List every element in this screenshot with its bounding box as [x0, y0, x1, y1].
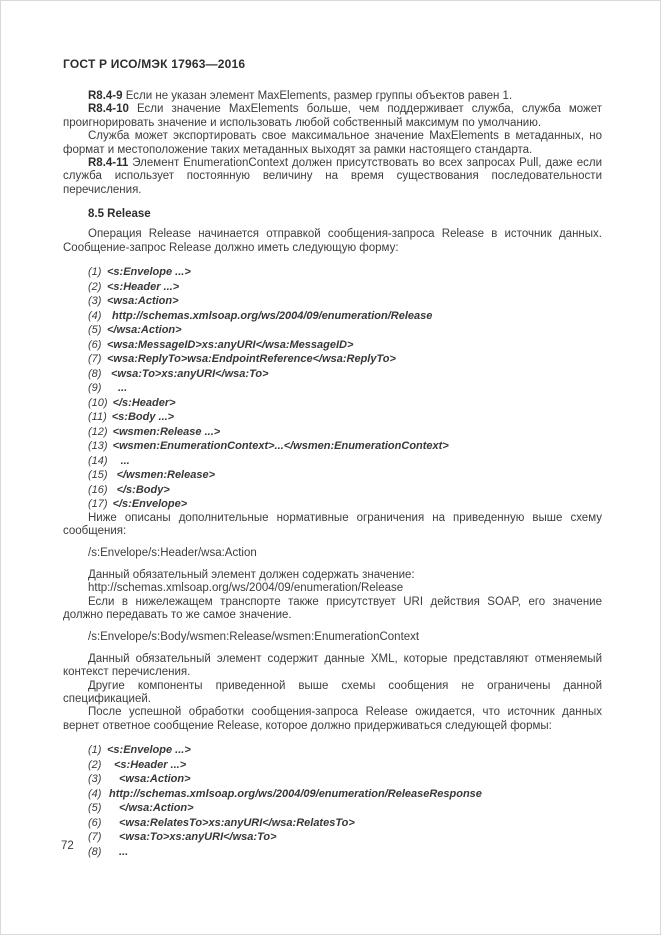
- code-line-text: </wsmen:Release>: [116, 469, 216, 482]
- code-line-number: (17): [88, 498, 108, 511]
- paragraph-other-components: Другие компоненты приведенной выше схемы сообщения не ограничены данной спецификацией.: [63, 679, 602, 706]
- code-line-text: <s:Header ...>: [114, 758, 187, 771]
- code-line-number: (10): [88, 396, 108, 409]
- code-line-text: ...: [118, 382, 128, 395]
- paragraph-constraints: Ниже описаны дополнительные нормативные ограничения на приведенную выше схему сообщения:: [63, 511, 602, 537]
- code-line-number: (15): [88, 469, 108, 482]
- code-line: [88, 816, 602, 831]
- code-line: [88, 265, 602, 280]
- rule-number: R8.4-10: [88, 103, 129, 116]
- code-line-number: (3): [88, 295, 102, 308]
- code-line-text: <wsa:To>xs:anyURI</wsa:To>: [111, 367, 269, 380]
- code-line: [88, 410, 602, 425]
- code-line-text: </s:Envelope>: [112, 498, 188, 511]
- paragraph-service-export: Служба может экспортировать свое максимальное значение MaxElements в метаданных, но формат и местоположение таких метаданных выходят за рамки настоящего стандарта.: [63, 130, 602, 156]
- code-line-number: (13): [88, 440, 108, 453]
- paragraph-text: Если не указан элемент MaxElements, размер группы объектов равен 1.: [125, 90, 513, 102]
- paragraph-r8-4-9: [63, 90, 602, 103]
- code-line-text: <wsmen:Release ...>: [112, 425, 221, 438]
- code-line: [88, 367, 602, 382]
- paragraph-text: Элемент EnumerationContext должен присутствовать во всех запросах Pull, даже если служба использует постоянную величину на время существования последовательности перечисления.: [63, 157, 602, 196]
- code-line-number: (7): [88, 831, 102, 844]
- code-line-number: (5): [88, 802, 102, 815]
- code-line-text: <wsa:To>xs:anyURI</wsa:To>: [119, 831, 277, 844]
- code-line-number: (11): [88, 411, 107, 424]
- code-line-number: (5): [88, 324, 102, 337]
- code-line: [88, 338, 602, 353]
- code-line: [88, 294, 602, 309]
- code-line-text: <s:Envelope ...>: [107, 744, 191, 757]
- xpath-action: /s:Envelope/s:Header/wsa:Action: [88, 547, 257, 560]
- code-line-text: ...: [120, 454, 130, 467]
- code-line-text: ...: [119, 845, 129, 858]
- paragraph-after-processing: После успешной обработки сообщения-запроса Release ожидается, что источник данных вернет ответное сообщение Release, которое должно придерживаться следующей формы:: [63, 706, 602, 732]
- code-line-number: (6): [88, 816, 102, 829]
- code-line-number: (2): [88, 758, 102, 771]
- code-line: [88, 758, 602, 773]
- code-line: [88, 381, 602, 396]
- code-line-number: (2): [88, 280, 102, 293]
- code-line-text: <wsa:Action>: [119, 773, 191, 786]
- paragraph-r8-4-10: [63, 103, 602, 130]
- code-line: [88, 309, 602, 324]
- code-line: [88, 454, 602, 469]
- code-line: [88, 787, 602, 802]
- code-line: [88, 497, 602, 512]
- code-line-text: </s:Header>: [112, 396, 176, 409]
- code-line-number: (9): [88, 382, 102, 395]
- rule-number: R8.4-11: [88, 157, 129, 170]
- code-line-text: <wsa:ReplyTo>wsa:EndpointReference</wsa:ReplyTo>: [107, 353, 396, 366]
- page-number: 72: [61, 840, 74, 852]
- code-line: [88, 396, 602, 411]
- paragraph-text: Если значение MaxElements больше, чем поддерживает служба, служба может проигнорировать значение и использовать любой собственный максимум по умолчанию.: [63, 103, 602, 129]
- section-heading-8-5-release: 8.5 Release: [88, 208, 151, 221]
- code-line: [88, 323, 602, 338]
- code-line: [88, 439, 602, 454]
- code-line-text: </wsa:Action>: [119, 802, 194, 815]
- code-line-text: <wsmen:EnumerationContext>...</wsmen:EnumerationContext>: [112, 440, 449, 453]
- code-line-text: <wsa:MessageID>xs:anyURI</wsa:MessageID>: [107, 338, 354, 351]
- rule-number: R8.4-9: [88, 90, 123, 102]
- paragraph-soap-uri: Если в нижележащем транспорте также присутствует URI действия SOAP, его значение должно передавать то же самое значение.: [63, 595, 602, 621]
- release-request-listing: [88, 265, 602, 512]
- code-line-text: <s:Body ...>: [111, 411, 175, 424]
- paragraph-release-intro: Операция Release начинается отправкой сообщения-запроса Release в источник данных. Сообщение-запрос Release должно иметь следующую форму:: [63, 228, 602, 254]
- code-line-number: (1): [88, 266, 102, 279]
- document-header-title: ГОСТ Р ИСО/МЭК 17963—2016: [63, 57, 246, 71]
- code-line-number: (6): [88, 338, 102, 351]
- xpath-enumeration-context: /s:Envelope/s:Body/wsmen:Release/wsmen:EnumerationContext: [88, 631, 420, 644]
- code-line-number: (8): [88, 367, 102, 380]
- code-line-text: http://schemas.xmlsoap.org/ws/2004/09/enumeration/Release: [112, 309, 433, 322]
- code-line: [88, 483, 602, 498]
- release-response-listing: [88, 743, 602, 859]
- paragraph-must-contain: Данный обязательный элемент должен содержать значение:: [88, 568, 415, 581]
- code-line-text: <wsa:Action>: [107, 295, 179, 308]
- code-line-number: (14): [88, 454, 108, 467]
- code-line-number: (4): [88, 309, 102, 322]
- code-line-text: <wsa:RelatesTo>xs:anyURI</wsa:RelatesTo>: [119, 816, 355, 829]
- code-line: [88, 830, 602, 845]
- release-action-url: http://schemas.xmlsoap.org/ws/2004/09/enumeration/Release: [88, 582, 404, 595]
- code-line: [88, 352, 602, 367]
- paragraph-xml-data: Данный обязательный элемент содержит данные XML, которые представляют отменяемый контекст перечисления.: [63, 652, 602, 679]
- code-line-text: http://schemas.xmlsoap.org/ws/2004/09/enumeration/ReleaseResponse: [109, 787, 482, 800]
- code-line: [88, 425, 602, 440]
- code-line: [88, 845, 602, 860]
- code-line: [88, 801, 602, 816]
- code-line-number: (7): [88, 353, 102, 366]
- code-line: [88, 743, 602, 758]
- code-line-number: (4): [88, 787, 102, 800]
- paragraph-r8-4-11: [63, 157, 602, 197]
- code-line: [88, 772, 602, 787]
- code-line-number: (1): [88, 744, 102, 757]
- code-line-text: <s:Header ...>: [107, 280, 180, 293]
- code-line-number: (12): [88, 425, 108, 438]
- code-line: [88, 468, 602, 483]
- code-line-number: (8): [88, 845, 102, 858]
- code-line-number: (16): [88, 483, 108, 496]
- code-line-text: <s:Envelope ...>: [107, 266, 191, 279]
- code-line-number: (3): [88, 773, 102, 786]
- code-line-text: </wsa:Action>: [107, 324, 182, 337]
- code-line-text: </s:Body>: [116, 483, 170, 496]
- code-line: [88, 280, 602, 295]
